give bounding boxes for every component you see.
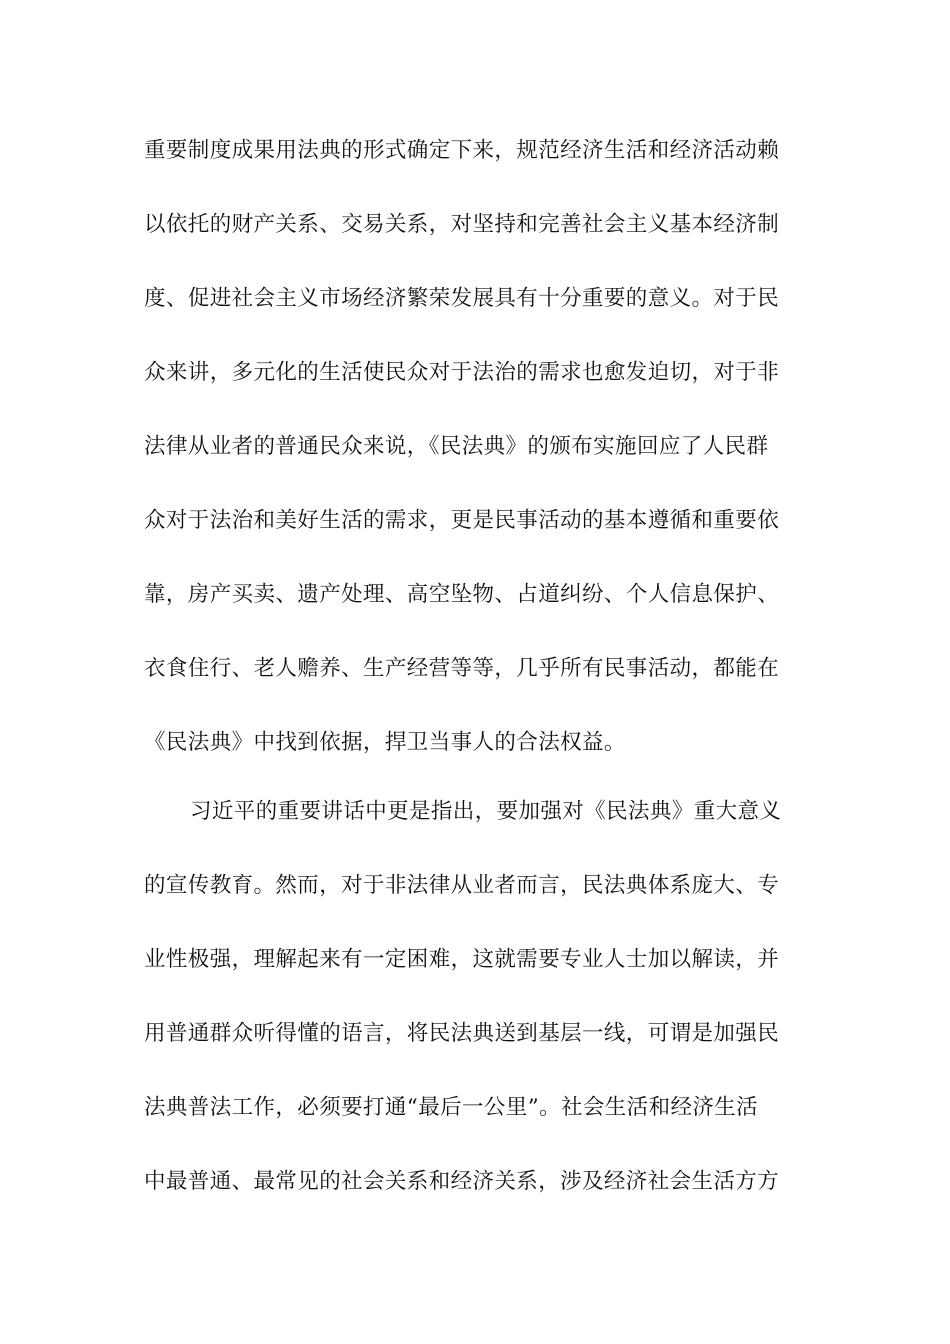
paragraph-line: 法律从业者的普通民众来说，《民法典》的颁布实施回应了人民群	[144, 434, 769, 459]
paragraph-line: 习近平的重要讲话中更是指出，要加强对《民法典》重大意义	[190, 799, 782, 824]
paragraph-line: 中最普通、最常见的社会关系和经济关系，涉及经济社会生活方方	[144, 1169, 780, 1194]
paragraph-line: 用普通群众听得懂的语言，将民法典送到基层一线，可谓是加强民	[144, 1021, 780, 1046]
paragraph-line: 的宣传教育。然而，对于非法律从业者而言，民法典体系庞大、专	[144, 873, 780, 898]
paragraph-line: 法典普法工作，必须要打通“最后一公里”。社会生活和经济生活	[144, 1095, 759, 1120]
paragraph-line: 衣食住行、老人赡养、生产经营等等，几乎所有民事活动，都能在	[144, 656, 780, 681]
paragraph-line: 业性极强，理解起来有一定困难，这就需要专业人士加以解读，并	[144, 947, 780, 972]
paragraph-line: 众来讲，多元化的生活使民众对于法治的需求也愈发迫切，对于非	[144, 360, 780, 385]
paragraph-line: 以依托的财产关系、交易关系，对坚持和完善社会主义基本经济制	[144, 212, 780, 237]
paragraph-line: 《民法典》中找到依据，捍卫当事人的合法权益。	[144, 730, 626, 755]
paragraph-line: 众对于法治和美好生活的需求，更是民事活动的基本遵循和重要依	[144, 508, 780, 533]
paragraph-line: 度、促进社会主义市场经济繁荣发展具有十分重要的意义。对于民	[144, 286, 780, 311]
paragraph-line: 靠，房产买卖、遗产处理、高空坠物、占道纠纷、个人信息保护、	[144, 582, 780, 607]
paragraph-line: 重要制度成果用法典的形式确定下来，规范经济生活和经济活动赖	[144, 138, 780, 163]
